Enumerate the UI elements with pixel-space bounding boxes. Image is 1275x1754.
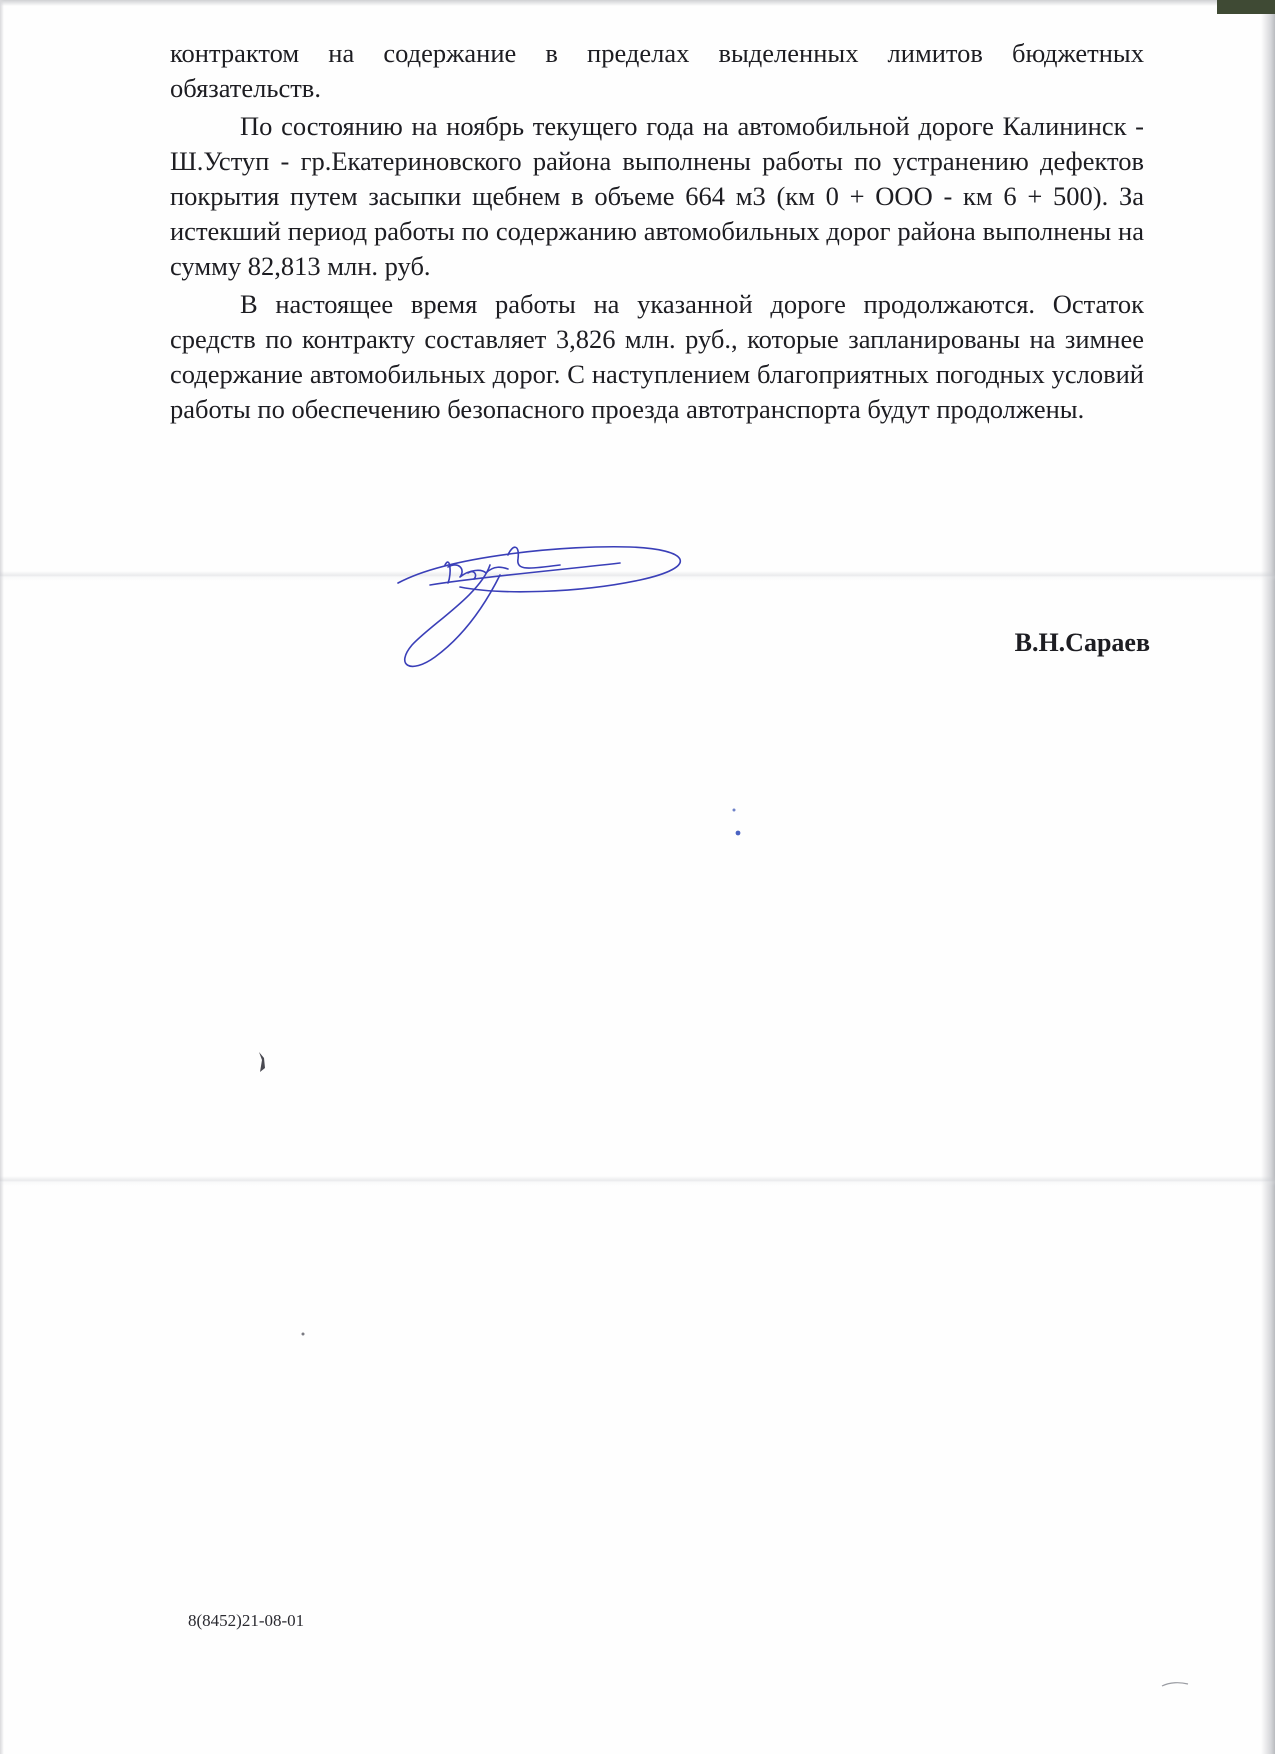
paragraph-work-status: По состоянию на ноябрь текущего года на автомобильной дороге Калининск - Ш.Уступ - гр.Екатериновского района выполнены работы по устранению дефектов покрытия путем засыпки щебнем в объеме 664 м3 (км 0 + ООО - км 6 + 500). За истекший период работы по содержанию автомобильных дорог района выполнены на сумму 82,813 млн. руб. — [170, 111, 1144, 281]
handwritten-signature — [390, 525, 720, 675]
paragraph-remaining-funds: В настоящее время работы на указанной дороге продолжаются. Остаток средств по контракту составляет 3,826 млн. руб., которые запланированы на зимнее содержание автомобильных дорог. С наступлением благоприятных погодных условий работы по обеспечению безопасного проезда автотранспорта будут продолжены. — [170, 289, 1144, 424]
scan-speck — [1160, 1678, 1190, 1690]
scan-speck — [300, 1330, 306, 1338]
paper-fold-line — [0, 1176, 1275, 1186]
scan-edge-top — [0, 0, 1275, 6]
scan-speck — [255, 1050, 273, 1076]
scan-edge-left — [0, 0, 4, 1754]
scan-corner-mark — [1217, 0, 1275, 14]
scan-speck — [726, 806, 746, 840]
paragraph-continuation: контрактом на содержание в пределах выделенных лимитов бюджетных обязательств. — [170, 38, 1144, 103]
letter-body — [170, 36, 1144, 430]
scan-edge-right — [1261, 0, 1275, 1754]
signer-name: В.Н.Сараев — [1014, 628, 1150, 657]
contact-phone: 8(8452)21-08-01 — [188, 1611, 305, 1630]
